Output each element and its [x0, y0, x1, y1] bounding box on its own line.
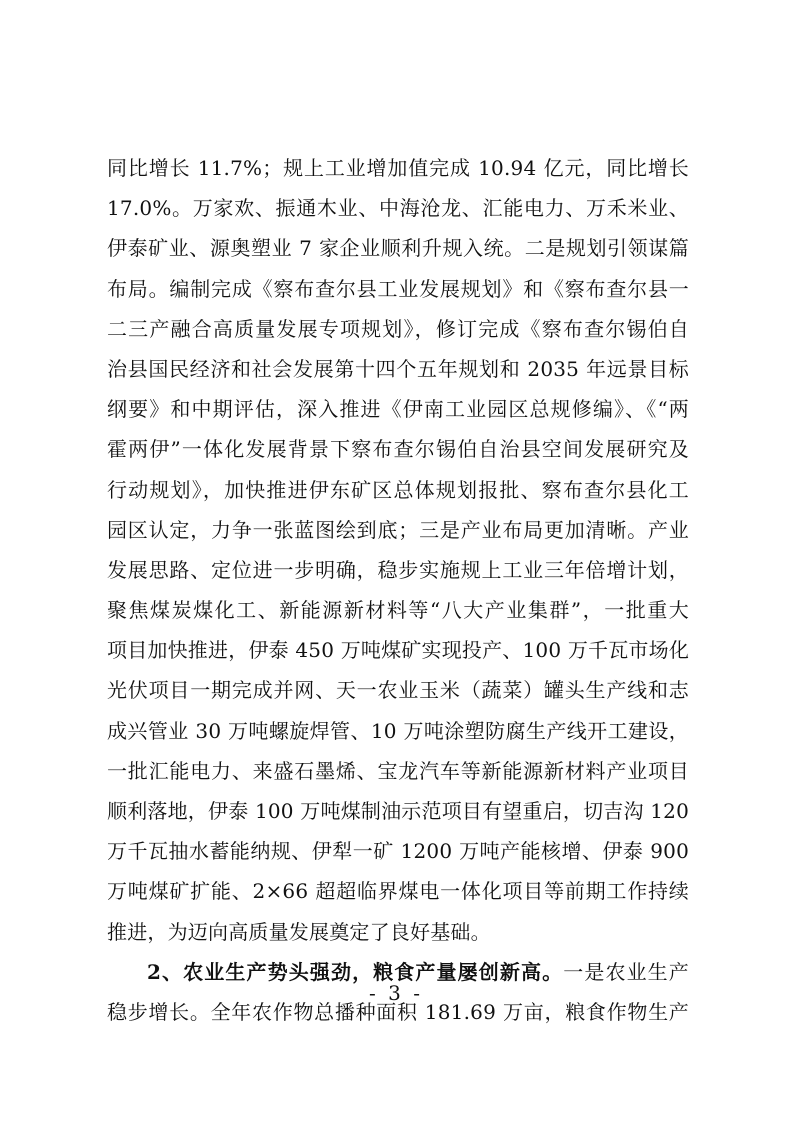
body-text [107, 148, 689, 1032]
text-line: 二三产融合高质量发展专项规划》，修订完成《察布查尔锡伯自 [107, 316, 689, 341]
text-line: 稳步增长。全年农作物总播种面积 181.69 万亩，粮食作物生产 [107, 999, 689, 1024]
text-line: 治县国民经济和社会发展第十四个五年规划和 2035 年远景目标 [107, 356, 689, 381]
text-line: 园区认定，力争一张蓝图绘到底；三是产业布局更加清晰。产业 [107, 517, 689, 542]
page-number: - 3 - [369, 981, 423, 1005]
text-line: 同比增长 11.7%；规上工业增加值完成 10.94 亿元，同比增长 [107, 156, 689, 180]
text-line: 霍两伊”一体化发展背景下察布查尔锡伯自治县空间发展研究及 [107, 437, 689, 462]
text-line: 万千瓦抽水蓄能纳规、伊犁一矿 1200 万吨产能核增、伊泰 900 [107, 839, 689, 864]
text-line: 行动规划》，加快推进伊东矿区总体规划报批、察布查尔县化工 [107, 477, 689, 502]
text-line: 发展思路、定位进一步明确，稳步实施规上工业三年倍增计划， [107, 557, 689, 582]
text-line: 纲要》和中期评估，深入推进《伊南工业园区总规修编》、《“两 [107, 397, 689, 422]
text-line: 项目加快推进，伊泰 450 万吨煤矿实现投产、100 万千瓦市场化 [107, 638, 689, 663]
text-line: 光伏项目一期完成并网、天一农业玉米（蔬菜）罐头生产线和志 [107, 678, 689, 703]
text-line: 伊泰矿业、源奥塑业 7 家企业顺利升规入统。二是规划引领谋篇 [107, 236, 689, 261]
text-line: 一批汇能电力、来盛石墨烯、宝龙汽车等新能源新材料产业项目 [107, 758, 689, 783]
text-line: 17.0%。万家欢、振通木业、中海沧龙、汇能电力、万禾米业、 [107, 196, 689, 221]
text-line: 万吨煤矿扩能、2×66 超超临界煤电一体化项目等前期工作持续 [107, 879, 689, 904]
section-line-rest: 一是农业生产 [563, 959, 689, 984]
text-line: 聚焦煤炭煤化工、新能源新材料等“八大产业集群”，一批重大 [107, 598, 689, 623]
section-heading: 2、农业生产势头强劲，粮食产量屡创新高。 [147, 959, 564, 984]
text-line: 布局。编制完成《察布查尔县工业发展规划》和《察布查尔县一 [107, 276, 689, 301]
text-line: 顺利落地，伊泰 100 万吨煤制油示范项目有望重启，切吉沟 120 [107, 799, 689, 823]
text-line: 成兴管业 30 万吨螺旋焊管、10 万吨涂塑防腐生产线开工建设， [107, 718, 689, 743]
text-line: 推进，为迈向高质量发展奠定了良好基础。 [107, 919, 491, 944]
